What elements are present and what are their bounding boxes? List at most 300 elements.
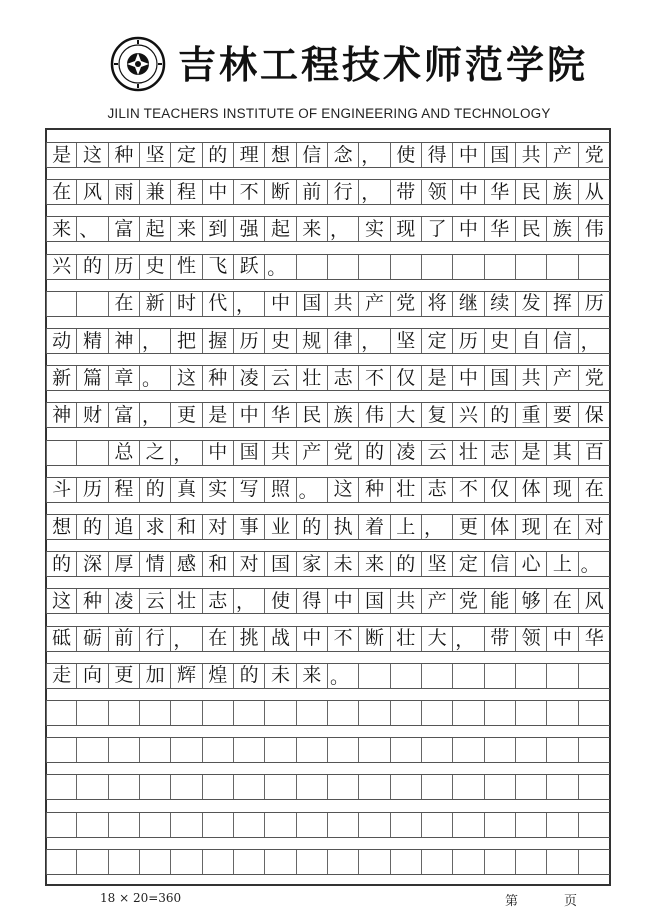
grid-cell: 历: [234, 329, 265, 353]
grid-row: [46, 179, 610, 205]
grid-cell: 华: [265, 403, 296, 427]
grid-cell: 前: [297, 180, 328, 204]
grid-cell: 中: [265, 292, 296, 316]
grid-cell: 动: [46, 329, 77, 353]
grid-cell: 志: [485, 441, 516, 465]
grid-cell: [297, 850, 328, 874]
grid-cell: [547, 775, 578, 799]
grid-cell: 的: [77, 255, 108, 279]
grid-cell: [328, 775, 359, 799]
grid-cell: 共: [391, 589, 422, 613]
grid-cell: 程: [109, 478, 140, 502]
grid-cell: ，: [422, 515, 453, 539]
grid-cell: [422, 701, 453, 725]
grid-cell: ，: [234, 589, 265, 613]
grid-cell: 云: [265, 366, 296, 390]
grid-cell: [328, 255, 359, 279]
grid-cell: [77, 441, 108, 465]
grid-cell: 定: [171, 143, 202, 167]
institution-subtitle: JILIN TEACHERS INSTITUTE OF ENGINEERING AND TECHNOLOGY: [107, 106, 551, 121]
grid-cell: 中: [547, 627, 578, 651]
grid-cell: 共: [265, 441, 296, 465]
grid-cell: [328, 850, 359, 874]
grid-cell: 中: [203, 441, 234, 465]
grid-cell: [140, 813, 171, 837]
grid-cell: 在: [547, 515, 578, 539]
grid-cell: ，: [359, 329, 390, 353]
grid-cell: 种: [77, 589, 108, 613]
grid-cell: [579, 701, 610, 725]
grid-cell: [391, 255, 422, 279]
grid-cell: [547, 813, 578, 837]
grid-cell: 得: [297, 589, 328, 613]
grid-cell: 产: [547, 143, 578, 167]
grid-cell: 情: [140, 552, 171, 576]
grid-cell: [453, 813, 484, 837]
grid-cell: [485, 775, 516, 799]
grid-cell: 从: [584, 180, 604, 203]
grid-cell: 党: [584, 366, 604, 389]
grid-cell: 志: [422, 478, 453, 502]
grid-cell: 中: [453, 366, 484, 390]
grid-cell: 来: [46, 217, 77, 241]
grid-cell: 族: [547, 217, 578, 241]
grid-cell: 神: [46, 403, 77, 427]
grid-cell: 起: [265, 217, 296, 241]
grid-cell: 信: [547, 329, 578, 353]
grid-cell: [422, 775, 453, 799]
grid-cell: 兴: [46, 255, 77, 279]
grid-cell: [547, 701, 578, 725]
grid-cell: 志: [328, 366, 359, 390]
grid-cell: 现: [547, 478, 578, 502]
grid-cell: 总: [109, 441, 140, 465]
grid-cell: 着: [359, 515, 390, 539]
grid-cell: 大: [422, 627, 453, 651]
grid-cell: 事: [234, 515, 265, 539]
grid-cell: ，: [453, 627, 484, 651]
grid-cell: 党: [584, 143, 604, 166]
grid-cell: [579, 738, 610, 762]
grid-cell: 国: [485, 143, 516, 167]
grid-cell: [171, 701, 202, 725]
grid-cell: [359, 850, 390, 874]
grid-cell: 这: [46, 589, 77, 613]
grid-cell: [453, 775, 484, 799]
grid-cell: 业: [265, 515, 296, 539]
grid-cell: 志: [203, 589, 234, 613]
grid-cell: [46, 775, 77, 799]
grid-cell: 上: [391, 515, 422, 539]
grid-cell: 风: [77, 180, 108, 204]
grid-cell: 党: [391, 292, 422, 316]
grid-cell: [485, 664, 516, 688]
grid-cell: 信: [297, 143, 328, 167]
grid-cell: 信: [485, 552, 516, 576]
grid-cell: 深: [77, 552, 108, 576]
grid-cell: [516, 738, 547, 762]
grid-cell: 在: [46, 180, 77, 204]
grid-cell: 是: [422, 366, 453, 390]
grid-cell: [171, 813, 202, 837]
grid-cell: 未: [328, 552, 359, 576]
grid-cell: [485, 813, 516, 837]
grid-cell: 凌: [234, 366, 265, 390]
grid-cell: 。: [580, 554, 600, 577]
grid-cell: [171, 850, 202, 874]
grid-cell: 中: [297, 627, 328, 651]
grid-cell: [140, 738, 171, 762]
grid-row: [46, 774, 610, 800]
grid-cell: 大: [391, 403, 422, 427]
grid-cell: 历: [453, 329, 484, 353]
grid-cell: 带: [485, 627, 516, 651]
grid-cell: [234, 775, 265, 799]
grid-cell: [46, 850, 77, 874]
grid-cell: 不: [359, 366, 390, 390]
grid-cell: [359, 664, 390, 688]
grid-cell: 重: [516, 403, 547, 427]
grid-cell: 凌: [391, 441, 422, 465]
grid-cell: 共: [516, 143, 547, 167]
grid-cell: [422, 255, 453, 279]
grid-cell: [547, 738, 578, 762]
grid-cell: 中: [453, 217, 484, 241]
grid-cell: 煌: [203, 664, 234, 688]
grid-cell: 想: [46, 515, 77, 539]
grid-cell: 跃: [234, 255, 265, 279]
grid-cell: 产: [422, 589, 453, 613]
grid-cell: 将: [422, 292, 453, 316]
grid-cell: [46, 738, 77, 762]
grid-cell: 产: [547, 366, 578, 390]
grid-cell: [391, 813, 422, 837]
grid-cell: 执: [328, 515, 359, 539]
grid-cell: 心: [516, 552, 547, 576]
grid-cell: [203, 701, 234, 725]
grid-cell: 是: [46, 143, 77, 167]
grid-cell: 坚: [391, 329, 422, 353]
grid-cell: [234, 850, 265, 874]
grid-row: [46, 626, 610, 652]
grid-cell: 对: [234, 552, 265, 576]
grid-cell: [297, 775, 328, 799]
grid-cell: 中: [453, 143, 484, 167]
grid-cell: 发: [516, 292, 547, 316]
grid-cell: [46, 441, 77, 465]
grid-cell: [579, 850, 610, 874]
grid-cell: 中: [453, 180, 484, 204]
grid-cell: 兼: [140, 180, 171, 204]
grid-cell: 求: [140, 515, 171, 539]
grid-cell: 领: [516, 627, 547, 651]
grid-cell: 壮: [391, 627, 422, 651]
grid-cell: [453, 664, 484, 688]
grid-cell: 砥: [46, 627, 77, 651]
grid-cell: 现: [516, 515, 547, 539]
page-label-suffix: 页: [564, 894, 578, 909]
grid-cell: 、: [77, 217, 108, 241]
grid-cell: 兴: [453, 403, 484, 427]
grid-row: [46, 588, 610, 614]
grid-cell: 的: [359, 441, 390, 465]
grid-cell: [77, 775, 108, 799]
grid-cell: 了: [422, 217, 453, 241]
grid-cell: [109, 813, 140, 837]
grid-cell: [77, 738, 108, 762]
grid-row: [46, 291, 610, 317]
grid-cell: 对: [584, 515, 604, 538]
grid-cell: 族: [547, 180, 578, 204]
grid-cell: [391, 738, 422, 762]
grid-cell: [485, 701, 516, 725]
grid-cell: 定: [453, 552, 484, 576]
grid-cell: 的: [297, 515, 328, 539]
grid-cell: 到: [203, 217, 234, 241]
grid-cell: 这: [171, 366, 202, 390]
grid-cell: [579, 775, 610, 799]
grid-cell: [77, 850, 108, 874]
grid-row: [46, 440, 610, 466]
grid-cell: ，: [140, 329, 171, 353]
grid-cell: [328, 701, 359, 725]
grid-cell: 不: [453, 478, 484, 502]
grid-cell: 的: [485, 403, 516, 427]
grid-cell: [297, 813, 328, 837]
grid-cell: [422, 664, 453, 688]
grid-cell: [485, 738, 516, 762]
grid-cell: [547, 255, 578, 279]
grid-cell: 民: [516, 180, 547, 204]
grid-cell: 的: [234, 664, 265, 688]
grid-cell: 在: [203, 627, 234, 651]
grid-cell: 飞: [203, 255, 234, 279]
grid-cell: 感: [171, 552, 202, 576]
grid-cell: [516, 813, 547, 837]
grid-cell: 现: [391, 217, 422, 241]
grid-cell: 来: [297, 217, 328, 241]
grid-cell: 这: [328, 478, 359, 502]
grid-cell: 断: [359, 627, 390, 651]
grid-cell: 定: [422, 329, 453, 353]
grid-cell: 国: [359, 589, 390, 613]
grid-cell: [579, 664, 610, 688]
grid-cell: 。: [328, 664, 359, 688]
grid-row: [46, 663, 610, 689]
grid-cell: 想: [265, 143, 296, 167]
grid-cell: 史: [485, 329, 516, 353]
grid-cell: ，: [359, 143, 390, 167]
grid-cell: 来: [171, 217, 202, 241]
grid-cell: [265, 813, 296, 837]
grid-cell: 够: [516, 589, 547, 613]
grid-cell: [516, 664, 547, 688]
grid-cell: [46, 292, 77, 316]
grid-row: [46, 216, 610, 242]
grid-cell: 照: [265, 478, 296, 502]
grid-cell: [140, 701, 171, 725]
grid-cell: [109, 738, 140, 762]
grid-cell: 复: [422, 403, 453, 427]
grid-cell: 的: [203, 143, 234, 167]
grid-cell: ，: [171, 627, 202, 651]
grid-cell: [203, 738, 234, 762]
grid-cell: 加: [140, 664, 171, 688]
grid-cell: 坚: [422, 552, 453, 576]
grid-cell: 真: [171, 478, 202, 502]
grid-row: [46, 514, 610, 540]
grid-cell: 壮: [297, 366, 328, 390]
grid-cell: 写: [234, 478, 265, 502]
grid-cell: 国: [297, 292, 328, 316]
grid-cell: 国: [234, 441, 265, 465]
grid-cell: 上: [547, 552, 578, 576]
grid-cell: 断: [265, 180, 296, 204]
grid-cell: 产: [297, 441, 328, 465]
grid-cell: 史: [140, 255, 171, 279]
grid-cell: 篇: [77, 366, 108, 390]
grid-cell: [516, 850, 547, 874]
grid-cell: [359, 775, 390, 799]
grid-cell: [391, 850, 422, 874]
grid-cell: [453, 738, 484, 762]
grid-row: [46, 700, 610, 726]
grid-cell: [453, 701, 484, 725]
grid-cell: [171, 738, 202, 762]
grid-cell: [547, 850, 578, 874]
grid-cell: [453, 850, 484, 874]
grid-row: [46, 254, 610, 280]
grid-cell: 不: [234, 180, 265, 204]
grid-cell: 其: [547, 441, 578, 465]
grid-cell: 中: [234, 403, 265, 427]
grid-cell: [265, 701, 296, 725]
grid-cell: 神: [109, 329, 140, 353]
grid-cell: 中: [328, 589, 359, 613]
grid-cell: 带: [391, 180, 422, 204]
grid-cell: 的: [46, 552, 77, 576]
grid-cell: 自: [516, 329, 547, 353]
grid-cell: 。: [265, 255, 296, 279]
grid-cell: 在: [547, 589, 578, 613]
grid-cell: [579, 255, 610, 279]
page-number-label: [505, 890, 577, 909]
grid-cell: 家: [297, 552, 328, 576]
grid-cell: 实: [359, 217, 390, 241]
grid-cell: [203, 813, 234, 837]
grid-cell: 时: [171, 292, 202, 316]
grid-cell: 民: [516, 217, 547, 241]
grid-cell: 规: [297, 329, 328, 353]
grid-cell: 体: [516, 478, 547, 502]
grid-cell: [140, 850, 171, 874]
grid-cell: 砺: [77, 627, 108, 651]
grid-cell: [391, 775, 422, 799]
grid-cell: 富: [109, 403, 140, 427]
grid-cell: [234, 813, 265, 837]
grid-cell: 要: [547, 403, 578, 427]
grid-cell: 前: [109, 627, 140, 651]
grid-cell: 挑: [234, 627, 265, 651]
grid-cell: [109, 701, 140, 725]
grid-cell: 得: [422, 143, 453, 167]
grid-cell: 百: [584, 441, 604, 464]
grid-cell: 中: [203, 180, 234, 204]
grid-cell: 和: [171, 515, 202, 539]
grid-cell: [579, 813, 610, 837]
grid-cell: 续: [485, 292, 516, 316]
letterhead: [0, 0, 658, 125]
grid-cell: [171, 775, 202, 799]
grid-cell: 史: [265, 329, 296, 353]
grid-cell: [328, 813, 359, 837]
grid-cell: 领: [422, 180, 453, 204]
grid-cell: 走: [46, 664, 77, 688]
grid-cell: 种: [203, 366, 234, 390]
grid-cell: 在: [109, 292, 140, 316]
grid-cell: 共: [328, 292, 359, 316]
grid-cell: 华: [584, 627, 604, 650]
grid-cell: [391, 664, 422, 688]
grid-cell: 律: [328, 329, 359, 353]
grid-cell: 使: [265, 589, 296, 613]
grid-cell: [359, 738, 390, 762]
grid-row: [46, 142, 610, 168]
grid-cell: [109, 775, 140, 799]
grid-cell: [547, 664, 578, 688]
grid-cell: 向: [77, 664, 108, 688]
grid-count-label: 18 × 20=360: [100, 891, 182, 905]
grid-row: [46, 402, 610, 428]
grid-cell: 党: [453, 589, 484, 613]
grid-cell: 体: [485, 515, 516, 539]
grid-cell: 对: [203, 515, 234, 539]
grid-cell: ，: [234, 292, 265, 316]
grid-cell: 壮: [453, 441, 484, 465]
grid-cell: 壮: [171, 589, 202, 613]
grid-cell: 来: [359, 552, 390, 576]
grid-cell: 族: [328, 403, 359, 427]
grid-cell: [109, 850, 140, 874]
grid-cell: 是: [203, 403, 234, 427]
grid-cell: 历: [109, 255, 140, 279]
grid-cell: [265, 850, 296, 874]
grid-cell: 握: [203, 329, 234, 353]
grid-cell: [485, 850, 516, 874]
grid-cell: [77, 292, 108, 316]
grid-cell: 云: [140, 589, 171, 613]
grid-cell: 伟: [359, 403, 390, 427]
grid-cell: 财: [77, 403, 108, 427]
grid-cell: [46, 701, 77, 725]
grid-row: [46, 849, 610, 875]
grid-cell: 这: [77, 143, 108, 167]
grid-row: [46, 737, 610, 763]
grid-cell: 国: [485, 366, 516, 390]
grid-cell: 保: [584, 403, 604, 426]
grid-cell: [485, 255, 516, 279]
grid-cell: 华: [485, 217, 516, 241]
grid-cell: 使: [391, 143, 422, 167]
grid-cell: ，: [580, 331, 600, 353]
grid-cell: [234, 701, 265, 725]
grid-cell: [265, 738, 296, 762]
grid-cell: 之: [140, 441, 171, 465]
grid-row: [46, 328, 610, 354]
grid-cell: ，: [171, 441, 202, 465]
grid-cell: 的: [391, 552, 422, 576]
grid-cell: 代: [203, 292, 234, 316]
